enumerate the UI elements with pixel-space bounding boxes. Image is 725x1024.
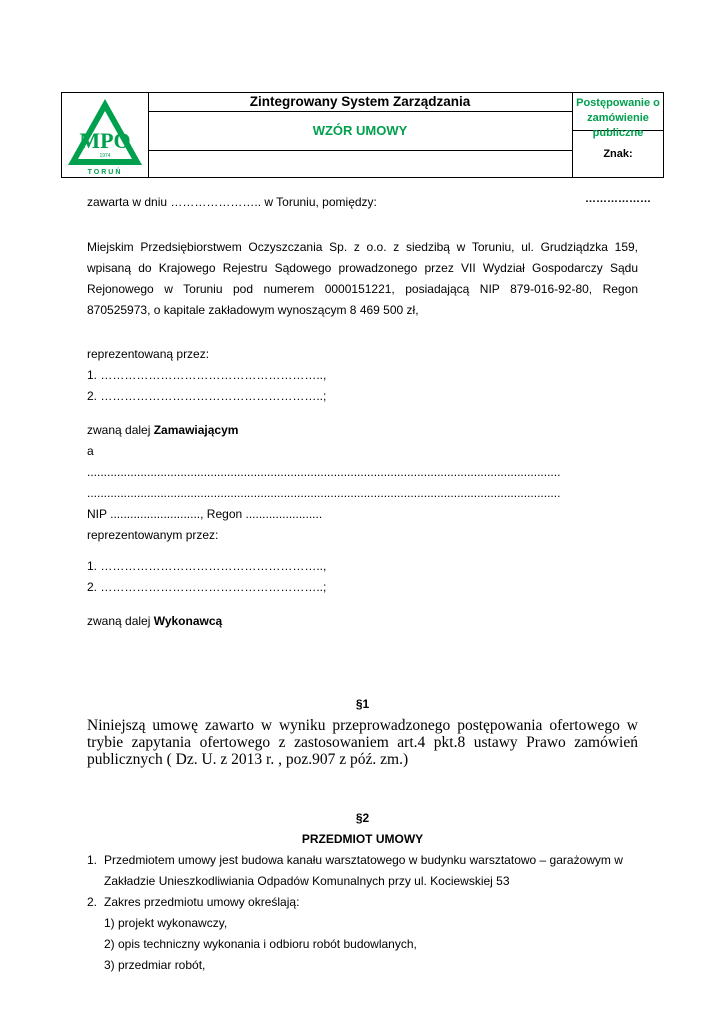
rep2-label: reprezentowanym przez:	[87, 528, 219, 542]
sign-label: Znak: ………………	[585, 148, 651, 205]
and-line: a	[87, 444, 94, 458]
s2-sub2: 2) opis techniczny wykonania i odbioru robót budowlanych,	[104, 937, 417, 951]
s2-item2: Zakres przedmiotu umowy określają:	[104, 895, 300, 909]
rep2-line2: 2. ………………………………………………..;	[87, 580, 327, 594]
s2-sub1: 1) projekt wykonawczy,	[104, 916, 228, 930]
called2-prefix: zwaną dalej	[87, 614, 151, 628]
mpo-logo	[62, 93, 148, 177]
logo-year: 1974	[99, 153, 111, 159]
s2-sub3: 3) przedmiar robót,	[104, 958, 206, 972]
dots-line1: ..............................................................................................................................................	[87, 465, 561, 479]
rep2-line1: 1. ………………………………………………..,	[87, 559, 327, 573]
rep1-label: reprezentowaną przez:	[87, 347, 210, 361]
rep1-line2: 2. ………………………………………………..;	[87, 389, 327, 403]
logo-cell	[62, 93, 149, 177]
procedure-label: Postępowanie o zamówienie publiczne	[573, 93, 663, 131]
dots-line2: ..............................................................................................................................................	[87, 486, 561, 500]
s2-item1-line2: Zakładzie Unieszkodliwiania Odpadów Komunalnych przy ul. Kociewskiej 53	[104, 874, 510, 888]
section2-heading: PRZEDMIOT UMOWY	[301, 832, 424, 846]
intro-line: zawarta w dniu ………………….. w Toruniu, pomiędzy:	[87, 195, 377, 209]
called1-line	[87, 423, 238, 437]
s2-item1-line1: Przedmiotem umowy jest budowa kanału warsztatowego w budynku warsztatowo – garażowym w	[104, 853, 623, 867]
rep1-line1: 1. ………………………………………………..,	[87, 368, 327, 382]
header-right	[573, 93, 663, 205]
system-title: Zintegrowany System Zarządzania	[148, 93, 572, 112]
document-title: WZÓR UMOWY	[148, 112, 572, 151]
called1-name: Zamawiającym	[153, 423, 239, 437]
s2-item1-num: 1.	[87, 853, 98, 867]
section1-title: §1	[355, 697, 370, 711]
nip-regon-line: NIP ..........................., Regon .......................	[87, 507, 323, 521]
s2-item2-num: 2.	[87, 895, 98, 909]
logo-letters: MPO	[79, 128, 131, 153]
section1-text: Niniejszą umowę zawarto w wyniku przeprowadzonego postępowania ofertowego w trybie zapytania ofertowego z zastosowaniem art.4 pkt.8 ustawy Prawo zamówień publicznych ( Dz. U. z 2013 r. , poz.907 z póź. zm.)	[87, 717, 638, 768]
called2-name: Wykonawcą	[153, 614, 223, 628]
section2-title: §2	[355, 811, 370, 825]
header-middle	[148, 93, 573, 177]
called2-line	[87, 614, 222, 628]
called1-prefix: zwaną dalej	[87, 423, 151, 437]
party1-paragraph: Miejskim Przedsiębiorstwem Oczyszczania Sp. z o.o. z siedzibą w Toruniu, ul. Grudziądzka 159, wpisaną do Krajowego Rejestru Sądowego prowadzonego przez VII Wydział Gospodarczy Sądu Rejonowego w Toruniu pod numerem 0000151221, posiadającą NIP 879-016-92-80, Regon 870525973, o kapitale zakładowym wynoszącym 8 469 500 zł,	[87, 240, 638, 317]
logo-city: TORUŃ	[87, 169, 123, 176]
